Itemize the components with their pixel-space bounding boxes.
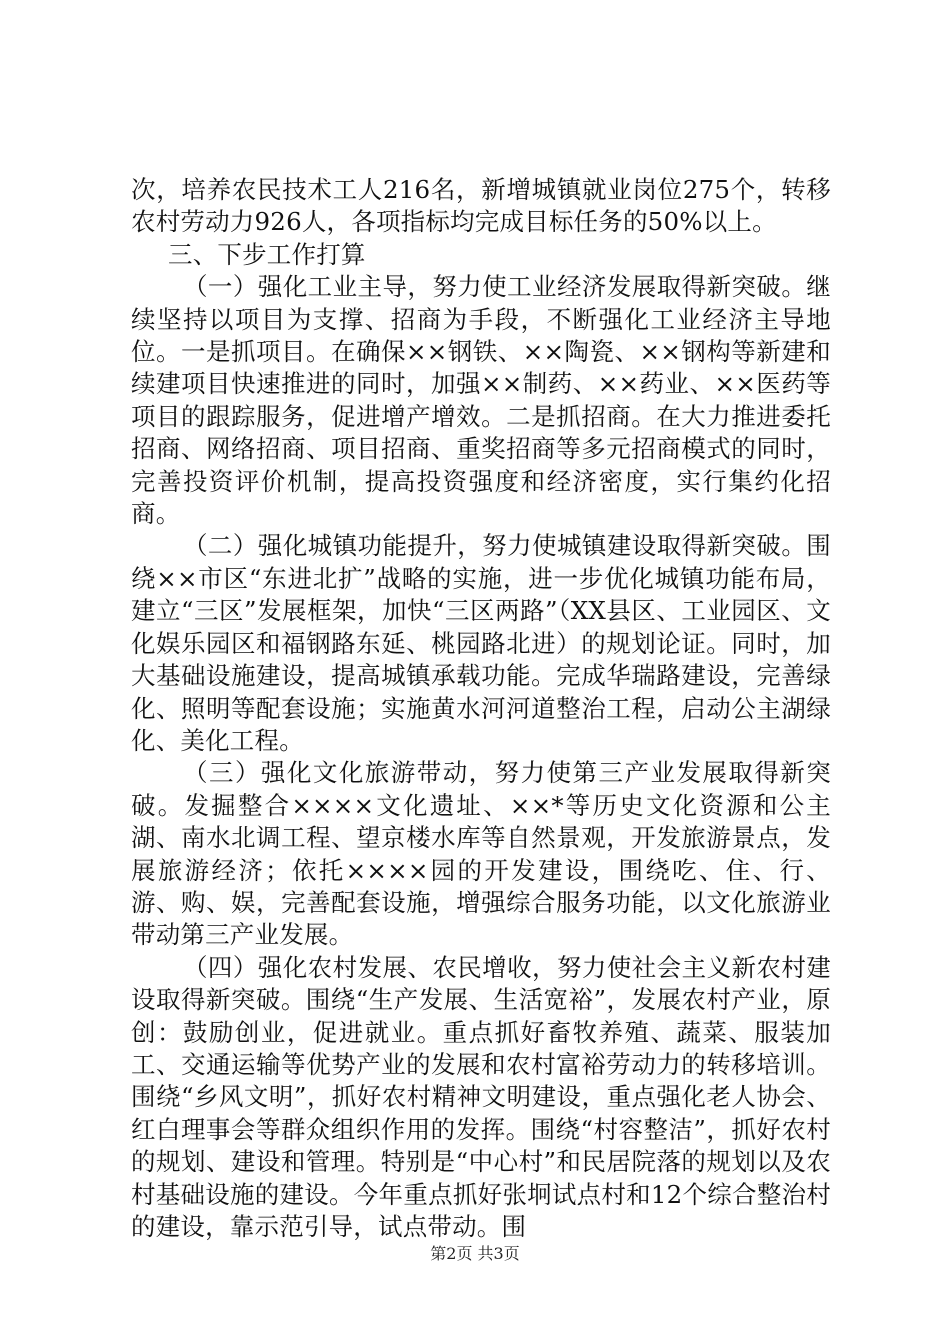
document-body <box>131 174 831 1243</box>
section-heading: 三、下步工作打算 <box>168 239 366 269</box>
page-number-footer: 第2页 共3页 <box>430 1244 520 1263</box>
paragraph-tourism: （三）强化文化旅游带动，努力使第三产业发展取得新突破。发掘整合××××文化遗址、××*等历史文化资源和公主湖、南水北调工程、望京楼水库等自然景观，开发旅游景点，发展旅游经济；依托××××园的开发建设，围绕吃、住、行、游、购、娱，完善配套设施，增强综合服务功能，以文化旅游业带动第三产业发展。 <box>131 758 831 950</box>
paragraph-urban: （二）强化城镇功能提升，努力使城镇建设取得新突破。围绕××市区“东进北扩”战略的实施，进一步优化城镇功能布局，建立“三区”发展框架，加快“三区两路”（XX县区、工业园区、文化娱乐园区和福钢路东延、桃园路北进）的规划论证。同时，加大基础设施建设，提高城镇承载功能。完成华瑞路建设，完善绿化、照明等配套设施；实施黄水河河道整治工程，启动公主湖绿化、美化工程。 <box>131 531 831 755</box>
paragraph-rural: （四）强化农村发展、农民增收，努力使社会主义新农村建设取得新突破。围绕“生产发展、生活宽裕”，发展农村产业，原创：鼓励创业，促进就业。重点抓好畜牧养殖、蔬菜、服装加工、交通运输等优势产业的发展和农村富裕劳动力的转移培训。围绕“乡风文明”，抓好农村精神文明建设，重点强化老人协会、红白理事会等群众组织作用的发挥。围绕“村容整洁”，抓好农村的规划、建设和管理。特别是“中心村”和民居院落的规划以及农村基础设施的建设。今年重点抓好张坰试点村和12个综合整治村的建设，靠示范引导，试点带动。围 <box>131 952 831 1241</box>
paragraph-industry: （一）强化工业主导，努力使工业经济发展取得新突破。继续坚持以项目为支撑、招商为手段，不断强化工业经济主导地位。一是抓项目。在确保××钢铁、××陶瓷、××钢构等新建和续建项目快速推进的同时，加强××制药、××药业、××医药等项目的跟踪服务，促进增产增效。二是抓招商。在大力推进委托招商、网络招商、项目招商、重奖招商等多元招商模式的同时，完善投资评价机制，提高投资强度和经济密度，实行集约化招商。 <box>131 272 831 529</box>
paragraph-continuation: 次，培养农民技术工人216名，新增城镇就业岗位275个，转移农村劳动力926人，各项指标均完成目标任务的50%以上。 <box>131 175 831 237</box>
